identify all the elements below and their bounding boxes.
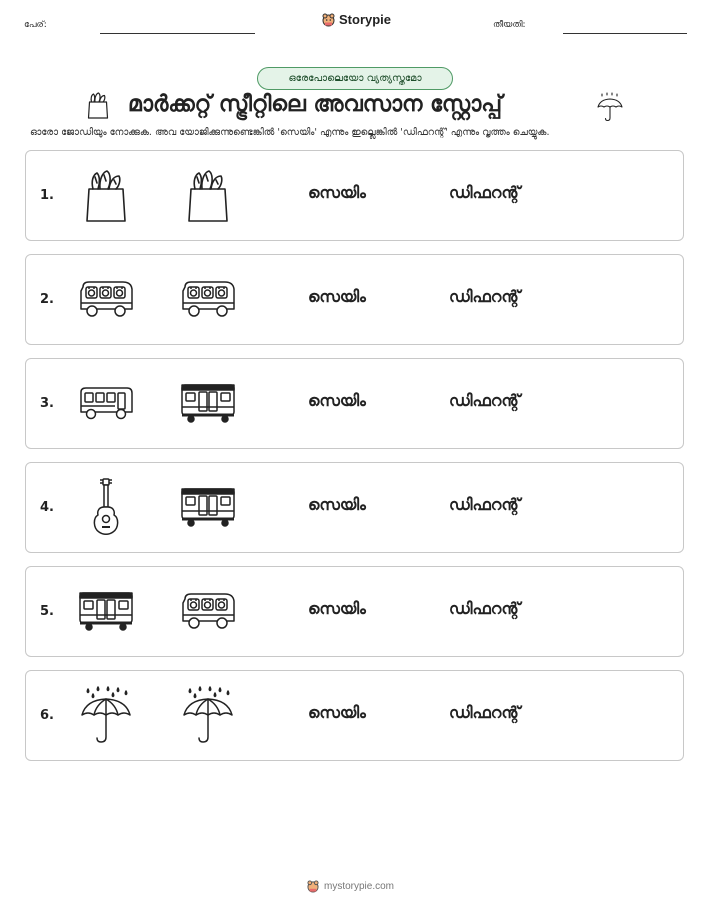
same-option[interactable]: സെയിം [308, 391, 366, 410]
animal-bus-icon [76, 269, 136, 329]
guitar-icon [76, 477, 136, 537]
grocery-bag-icon [76, 165, 136, 225]
date-label: തീയതി: [493, 20, 526, 30]
different-option[interactable]: ഡിഫറന്റ് [449, 183, 521, 202]
title-row [0, 90, 709, 122]
exercise-row [25, 358, 684, 449]
row-number: 5. [40, 604, 54, 619]
rain-umbrella-icon [178, 685, 238, 745]
exercise-row [25, 462, 684, 553]
grocery-bag-icon [178, 165, 238, 225]
worksheet-header [0, 0, 709, 40]
exercise-row [25, 670, 684, 761]
train-icon [178, 477, 238, 537]
train-icon [76, 581, 136, 641]
worksheet-type-badge: ഒരേപോലെയോ വ്യത്യസ്തമോ [257, 67, 453, 90]
storypie-mascot-icon [322, 13, 335, 27]
train-icon [178, 373, 238, 433]
row-number: 4. [40, 500, 54, 515]
instruction-text: ഓരോ ജോഡിയും നോക്കുക. അവ യോജിക്കുന്നുണ്ടെങ്കിൽ 'സെയിം' എന്നും ഇല്ലെങ്കിൽ 'ഡിഫറന്റ്' എന്നും വൃത്തം ചെയ്യുക. [30, 127, 550, 138]
exercise-row [25, 150, 684, 241]
grocery-bag-icon [85, 90, 111, 124]
brand-name: Storypie [339, 12, 392, 27]
same-option[interactable]: സെയിം [308, 703, 366, 722]
same-option[interactable]: സെയിം [308, 183, 366, 202]
different-option[interactable]: ഡിഫറന്റ് [449, 703, 521, 722]
date-line[interactable] [563, 33, 687, 34]
storypie-mascot-icon [307, 880, 319, 893]
umbrella-icon [596, 92, 624, 126]
name-line[interactable] [100, 33, 255, 34]
storypie-logo [322, 12, 391, 27]
row-number: 6. [40, 708, 54, 723]
name-label: പേര്: [24, 20, 47, 30]
same-option[interactable]: സെയിം [308, 599, 366, 618]
row-number: 1. [40, 188, 54, 203]
different-option[interactable]: ഡിഫറന്റ് [449, 287, 521, 306]
different-option[interactable]: ഡിഫറന്റ് [449, 495, 521, 514]
footer-url[interactable]: mystorypie.com [324, 881, 395, 892]
rain-umbrella-icon [76, 685, 136, 745]
row-number: 2. [40, 292, 54, 307]
row-number: 3. [40, 396, 54, 411]
bus-icon [76, 373, 136, 433]
exercise-row [25, 254, 684, 345]
exercise-row [25, 566, 684, 657]
different-option[interactable]: ഡിഫറന്റ് [449, 599, 521, 618]
page-title: മാർക്കറ്റ് സ്ട്രീറ്റിലെ അവസാന സ്റ്റോപ്പ് [128, 92, 503, 117]
same-option[interactable]: സെയിം [308, 287, 366, 306]
different-option[interactable]: ഡിഫറന്റ് [449, 391, 521, 410]
animal-bus-icon [178, 581, 238, 641]
same-option[interactable]: സെയിം [308, 495, 366, 514]
animal-bus-icon [178, 269, 238, 329]
footer [307, 880, 394, 893]
